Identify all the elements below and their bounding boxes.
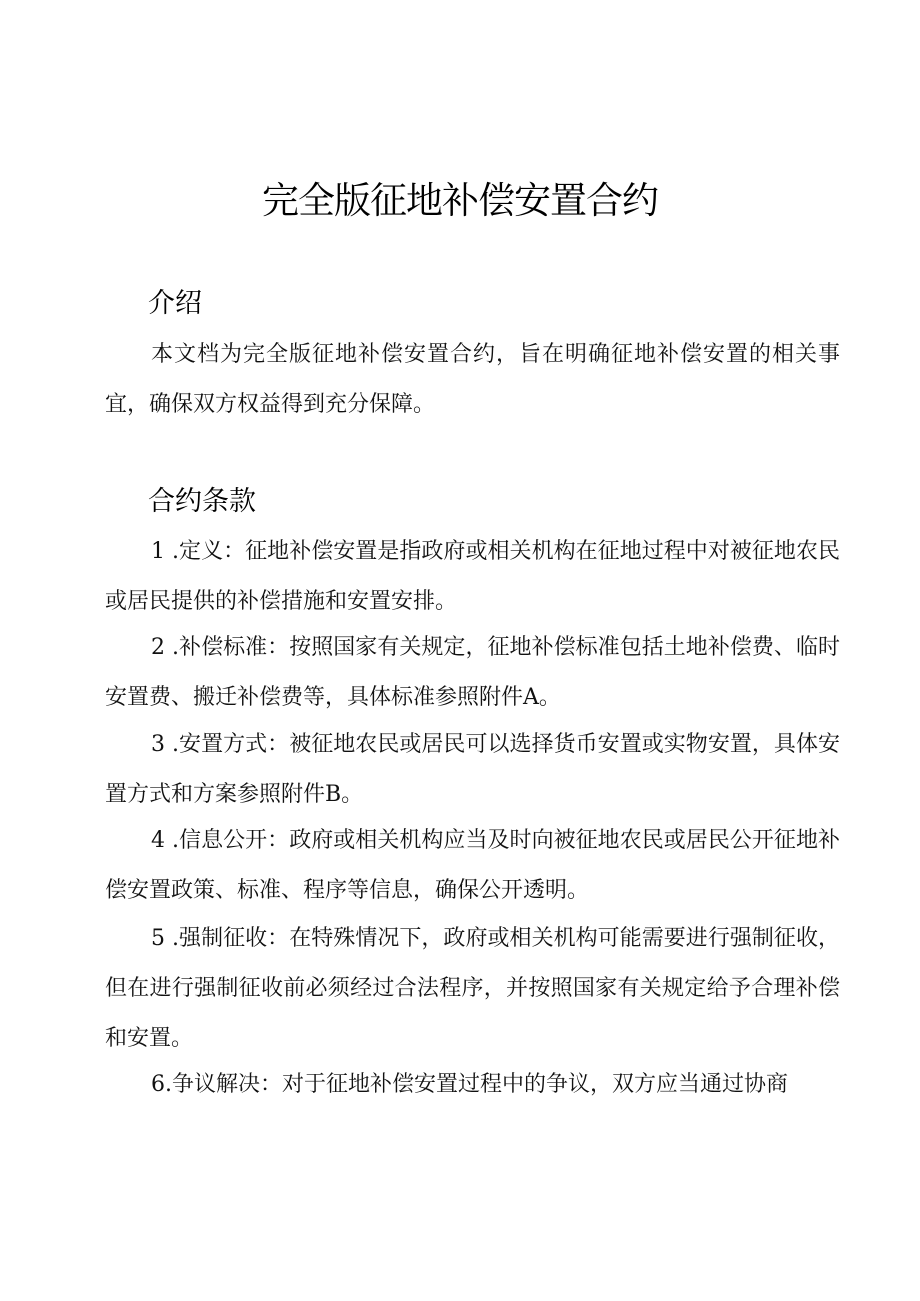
clause-3: 3 .安置方式：被征地农民或居民可以选择货币安置或实物安置，具体安置方式和方案参照附件B。 — [105, 732, 840, 807]
clause-4: 4 .信息公开：政府或相关机构应当及时向被征地农民或居民公开征地补偿安置政策、标准、程序等信息，确保公开透明。 — [105, 828, 840, 903]
clause-5: 5 .强制征收：在特殊情况下，政府或相关机构可能需要进行强制征收，但在进行强制征收前必须经过合法程序，并按照国家有关规定给予合理补偿和安置。 — [105, 926, 840, 1051]
section-heading-terms: 合约条款 — [148, 486, 256, 517]
clause-2: 2 .补偿标准：按照国家有关规定，征地补偿标准包括土地补偿费、临时安置费、搬迁补偿费等，具体标准参照附件A。 — [105, 635, 840, 710]
intro-paragraph: 本文档为完全版征地补偿安置合约，旨在明确征地补偿安置的相关事宜，确保双方权益得到充分保障。 — [105, 342, 840, 417]
section-heading-intro: 介绍 — [148, 288, 202, 319]
clause-6: 6.争议解决：对于征地补偿安置过程中的争议，双方应当通过协商 — [151, 1072, 788, 1097]
document-title: 完全版征地补偿安置合约 — [262, 179, 658, 222]
clause-1: 1 .定义：征地补偿安置是指政府或相关机构在征地过程中对被征地农民或居民提供的补偿措施和安置安排。 — [105, 539, 840, 614]
